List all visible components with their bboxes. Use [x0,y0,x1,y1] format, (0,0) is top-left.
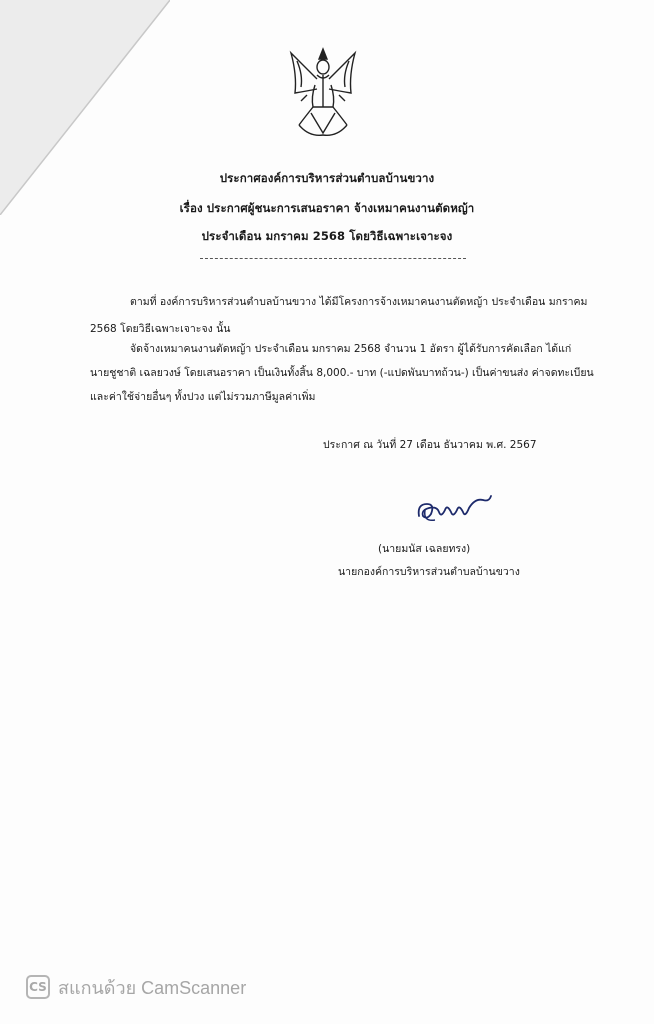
paragraph1-line1: ตามที่ องค์การบริหารส่วนตำบลบ้านขวาง ได้มีโครงการจ้างเหมาคนงานตัดหญ้า ประจำเดือน มกราคม [130,296,588,308]
signature-image [413,490,493,528]
signer-name: (นายมนัส เฉลยทรง) [378,543,471,555]
announcement-issuer: ประกาศองค์การบริหารส่วนตำบลบ้านขวาง [219,171,435,185]
garuda-emblem-icon [283,45,363,140]
paragraph2-line2: นายชูชาติ เฉลยวงษ์ โดยเสนอราคา เป็นเงินทั้งสิ้น 8,000.- บาท (-แปดพันบาทถ้วน-) เป็นค่าขนส่ง ค่าจดทะเบียน [90,367,594,379]
paragraph1-line2: 2568 โดยวิธีเฉพาะเจาะจง นั้น [90,323,231,335]
signer-title: นายกองค์การบริหารส่วนตำบลบ้านขวาง [338,566,520,578]
camscanner-logo-icon: CS [26,975,50,999]
announcement-period: ประจำเดือน มกราคม 2568 โดยวิธีเฉพาะเจาะจง [201,229,453,243]
paragraph2-line1: จัดจ้างเหมาคนงานตัดหญ้า ประจำเดือน มกราคม 2568 จำนวน 1 อัตรา ผู้ได้รับการคัดเลือก ได้แก่ [130,343,572,355]
announcement-subject: เรื่อง ประกาศผู้ชนะการเสนอราคา จ้างเหมาคนงานตัดหญ้า [179,201,475,215]
paragraph2-line3: และค่าใช้จ่ายอื่นๆ ทั้งปวง แต่ไม่รวมภาษีมูลค่าเพิ่ม [90,391,316,403]
announcement-date: ประกาศ ณ วันที่ 27 เดือน ธันวาคม พ.ศ. 2567 [323,439,537,451]
camscanner-text: สแกนด้วย CamScanner [58,977,247,998]
camscanner-watermark [26,975,246,999]
dashed-divider [200,258,466,259]
